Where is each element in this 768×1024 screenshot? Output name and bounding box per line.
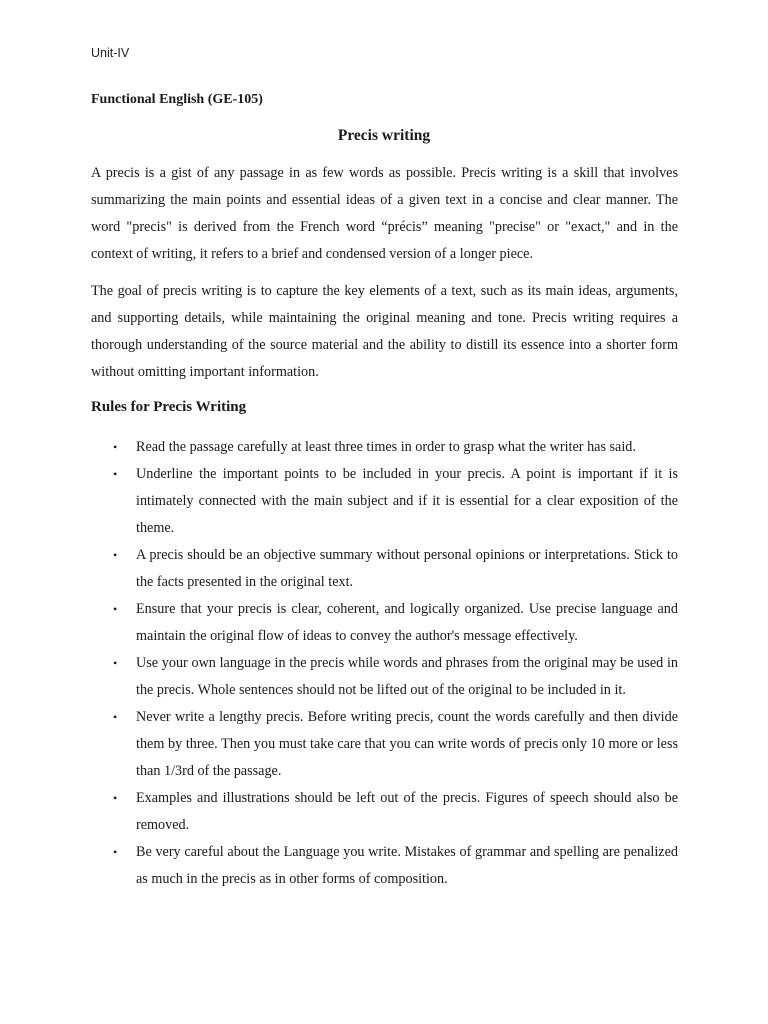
course-title: Functional English (GE-105) — [91, 92, 263, 107]
list-item — [91, 434, 678, 461]
rule-text: Use your own language in the precis while words and phrases from the original may be used in the precis. Whole sentences should not be lifted out of the original to be included in it. — [136, 655, 678, 698]
list-item — [91, 596, 678, 650]
bullet-icon: • — [113, 791, 118, 805]
rule-text: Underline the important points to be included in your precis. A point is important if it is intimately connected with the main subject and if it is essential for a clear exposition of the theme. — [136, 466, 678, 536]
bullet-icon: • — [113, 656, 118, 670]
list-item — [91, 785, 678, 839]
list-item — [91, 704, 678, 785]
goal-paragraph: The goal of precis writing is to capture the key elements of a text, such as its main ideas, arguments, and supporting details, while maintaining the original meaning and tone. Precis writing requires a thorough understanding of the source material and the ability to distill its essence into a shorter form without omitting important information. — [91, 283, 678, 380]
page-title: Precis writing — [337, 127, 431, 144]
intro-paragraph: A precis is a gist of any passage in as few words as possible. Precis writing is a skill that involves summarizing the main points and essential ideas of a given text in a concise and clear manner. The word "precis" is derived from the French word “précis” meaning "precise" or "exact," and in the context of writing, it refers to a brief and condensed version of a longer piece. — [91, 165, 678, 262]
list-item — [91, 839, 678, 893]
rules-list — [91, 434, 678, 893]
list-item — [91, 461, 678, 542]
bullet-icon: • — [113, 548, 118, 562]
rule-text: Never write a lengthy precis. Before writing precis, count the words carefully and then divide them by three. Then you must take care that you can write words of precis only 10 more or less than 1/3rd of the passage. — [136, 709, 678, 779]
rules-heading: Rules for Precis Writing — [91, 399, 247, 415]
bullet-icon: • — [113, 440, 118, 454]
bullet-icon: • — [113, 467, 118, 481]
unit-label: Unit-IV — [91, 46, 130, 60]
bullet-icon: • — [113, 602, 118, 616]
rule-text: Read the passage carefully at least three times in order to grasp what the writer has said. — [136, 439, 636, 455]
bullet-icon: • — [113, 710, 118, 724]
rule-text: A precis should be an objective summary without personal opinions or interpretations. Stick to the facts presented in the original text. — [136, 547, 678, 590]
list-item — [91, 650, 678, 704]
rule-text: Ensure that your precis is clear, coherent, and logically organized. Use precise language and maintain the original flow of ideas to convey the author's message effectively. — [136, 601, 678, 644]
rule-text: Examples and illustrations should be left out of the precis. Figures of speech should also be removed. — [136, 790, 678, 833]
bullet-icon: • — [113, 845, 118, 859]
list-item — [91, 542, 678, 596]
rule-text: Be very careful about the Language you write. Mistakes of grammar and spelling are penalized as much in the precis as in other forms of composition. — [136, 844, 678, 887]
